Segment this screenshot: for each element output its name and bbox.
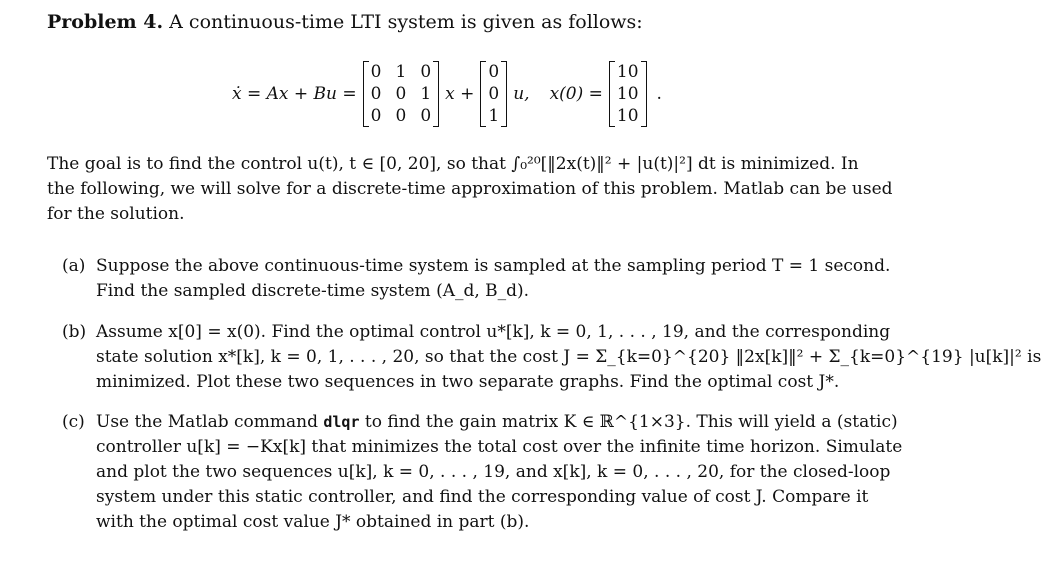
- state-equation: [232, 56, 662, 132]
- matlab-command: dlqr: [323, 413, 360, 431]
- part-c-line: Use the Matlab command dlqr to find the gain matrix K ∈ ℝ^{1×3}. This will yield a (static): [96, 412, 898, 432]
- goal-line: for the solution.: [47, 204, 185, 224]
- equation-end: .: [656, 84, 662, 104]
- goal-paragraph: [47, 152, 907, 227]
- goal-line: The goal is to find the control u(t), t ∈ [0, 20], so that ∫₀²⁰[‖2x(t)‖² + |u(t)|²] dt is minimized. In: [47, 154, 859, 174]
- equation-u: u,: [513, 84, 530, 104]
- part-c-line: controller u[k] = −Kx[k] that minimizes the total cost over the infinite time horizon. Simulate: [96, 437, 903, 457]
- matrix-x0-cell: 10: [616, 62, 639, 82]
- matrix-a-cell: 1: [420, 84, 432, 104]
- matrix-a-cell: 0: [370, 62, 382, 82]
- matrix-x0-cell: 10: [616, 84, 639, 104]
- matrix-x0: [609, 61, 647, 127]
- matrix-a-cell: 0: [395, 84, 407, 104]
- part-a-line: Suppose the above continuous-time system is sampled at the sampling period T = 1 second.: [96, 256, 891, 276]
- part-b-line: Assume x[0] = x(0). Find the optimal control u*[k], k = 0, 1, . . . , 19, and the corresponding: [96, 322, 891, 342]
- part-label: (b): [62, 322, 87, 342]
- part-a-line: Find the sampled discrete-time system (A_d, B_d).: [96, 281, 530, 301]
- matrix-b-cell: 1: [488, 106, 500, 126]
- matrix-a-cell: 0: [370, 84, 382, 104]
- matrix-a-cell: 1: [395, 62, 407, 82]
- problem-title: [47, 11, 643, 33]
- goal-line: the following, we will solve for a discrete-time approximation of this problem. Matlab can be used: [47, 179, 893, 199]
- part-label: (c): [62, 412, 85, 432]
- part-c-line: with the optimal cost value J* obtained in part (b).: [96, 512, 530, 532]
- part-c-line: system under this static controller, and find the corresponding value of cost J. Compare it: [96, 487, 869, 507]
- matrix-b-cell: 0: [488, 62, 500, 82]
- problem-intro: A continuous-time LTI system is given as follows:: [169, 11, 643, 33]
- part-c-line: and plot the two sequences u[k], k = 0, . . . , 19, and x[k], k = 0, . . . , 20, for the closed-loop: [96, 462, 891, 482]
- equation-lhs: ẋ = Ax + Bu =: [232, 84, 357, 104]
- matrix-a: [363, 61, 439, 127]
- matrix-b-cell: 0: [488, 84, 500, 104]
- matrix-a-cell: 0: [395, 106, 407, 126]
- problem-heading: Problem 4.: [47, 11, 164, 33]
- matrix-a-cell: 0: [370, 106, 382, 126]
- matrix-a-cell: 0: [420, 106, 432, 126]
- part-b-line: minimized. Plot these two sequences in two separate graphs. Find the optimal cost J*.: [96, 372, 840, 392]
- equation-x-plus: x +: [445, 84, 475, 104]
- initial-condition-label: x(0) =: [549, 84, 603, 104]
- matrix-a-cell: 0: [420, 62, 432, 82]
- part-label: (a): [62, 256, 86, 276]
- matrix-b: [480, 61, 507, 127]
- part-b-line: state solution x*[k], k = 0, 1, . . . , 20, so that the cost J = Σ_{k=0}^{20} ‖2x[k]‖² + Σ_{k=0}^{19} |u[k]|² is: [96, 347, 1041, 367]
- matrix-x0-cell: 10: [616, 106, 639, 126]
